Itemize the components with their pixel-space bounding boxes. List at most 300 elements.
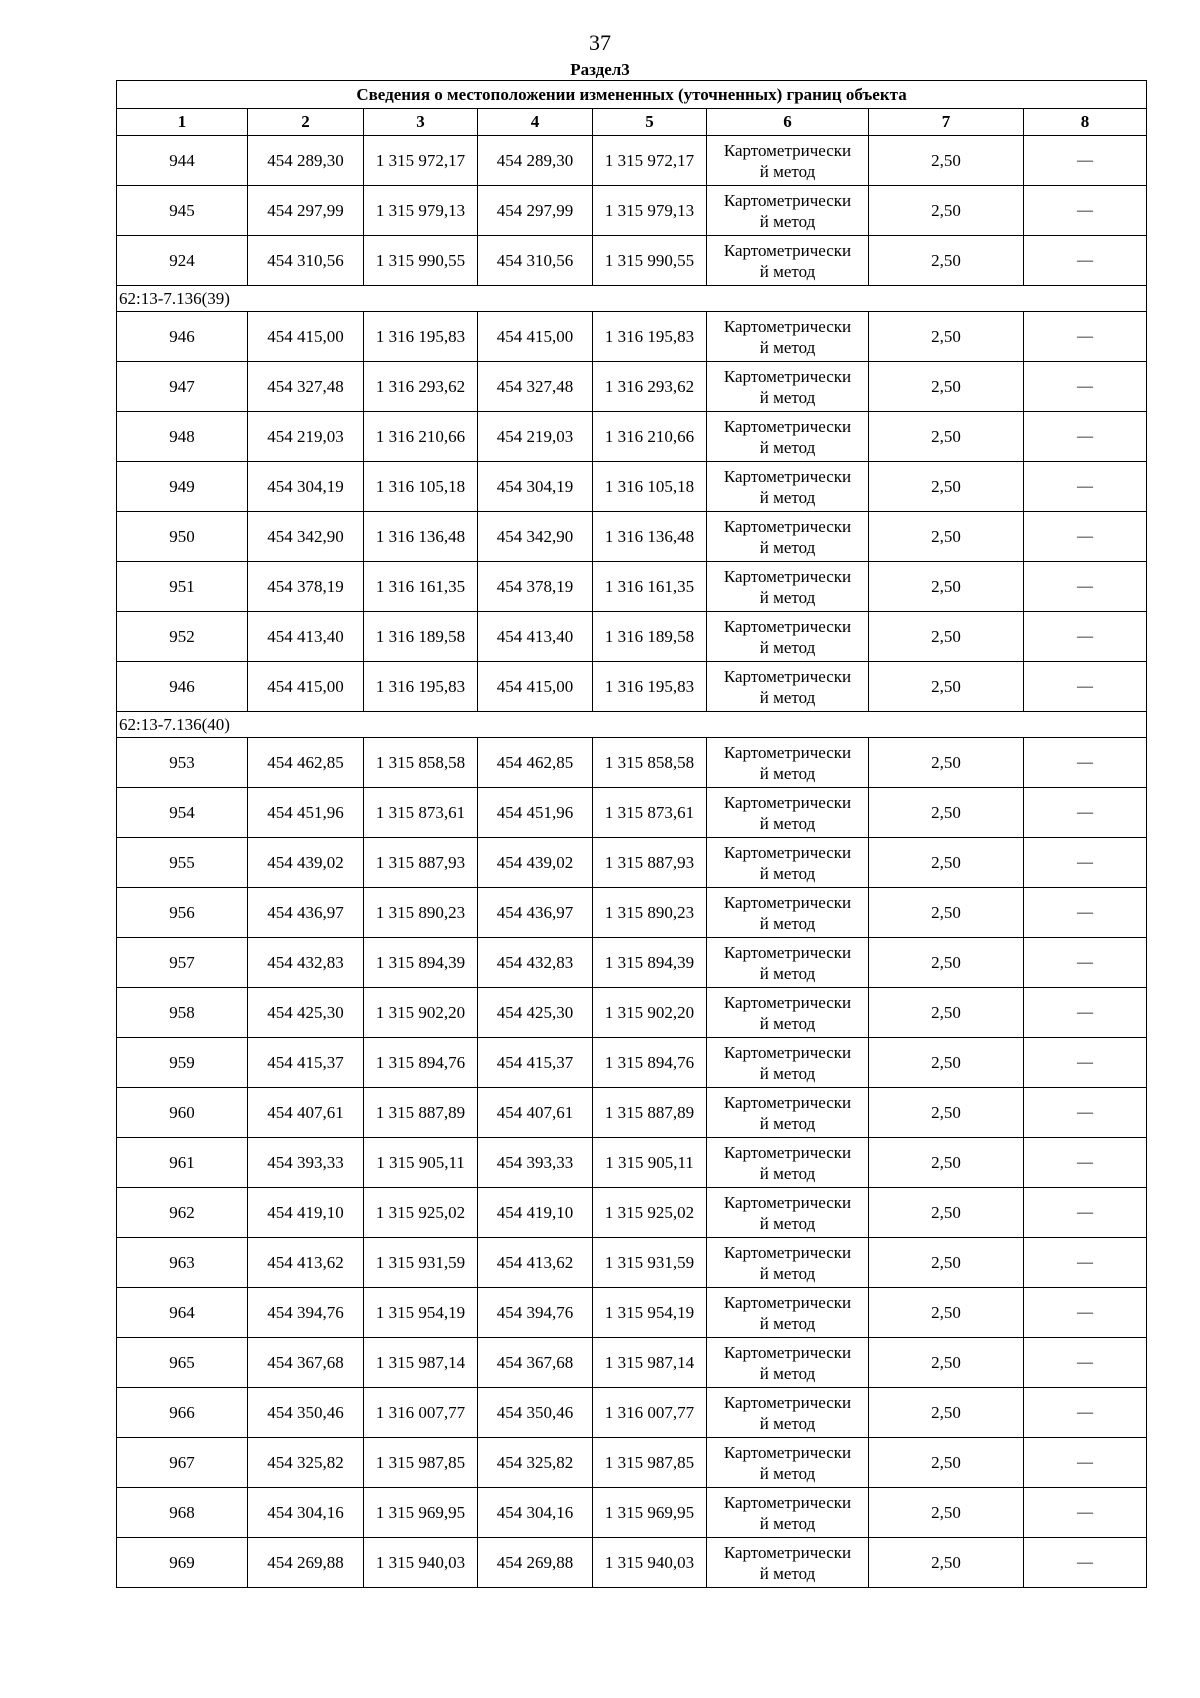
method-text-line1: Картометрически — [723, 1242, 852, 1262]
description-cell: — — [1024, 612, 1147, 662]
table-row — [117, 1188, 1147, 1238]
x-existing-cell: 454 451,96 — [248, 788, 364, 838]
table-row — [117, 562, 1147, 612]
method-text-line1: Картометрически — [723, 1092, 852, 1112]
description-cell: — — [1024, 1088, 1147, 1138]
method-text-line1: Картометрически — [723, 1292, 852, 1312]
point-number-cell: 968 — [117, 1488, 248, 1538]
description-cell: — — [1024, 136, 1147, 186]
x-refined-cell: 454 419,10 — [478, 1188, 593, 1238]
y-existing-cell: 1 315 902,20 — [364, 988, 478, 1038]
accuracy-cell: 2,50 — [869, 136, 1024, 186]
method-text-line1: Картометрически — [723, 140, 852, 160]
y-existing-cell: 1 315 894,76 — [364, 1038, 478, 1088]
accuracy-cell: 2,50 — [869, 788, 1024, 838]
y-refined-cell: 1 316 007,77 — [593, 1388, 707, 1438]
method-cell — [707, 1438, 869, 1488]
description-cell: — — [1024, 738, 1147, 788]
table-body — [117, 136, 1147, 1588]
accuracy-cell: 2,50 — [869, 988, 1024, 1038]
point-number-cell: 945 — [117, 186, 248, 236]
method-text-line2: й метод — [759, 1313, 816, 1333]
cadastral-group-label: 62:13-7.136(39) — [117, 286, 1147, 312]
table-row — [117, 1438, 1147, 1488]
point-number-cell: 967 — [117, 1438, 248, 1488]
column-header: 1 — [117, 109, 248, 136]
point-number-cell: 958 — [117, 988, 248, 1038]
method-text-line2: й метод — [759, 1163, 816, 1183]
method-cell — [707, 1288, 869, 1338]
accuracy-cell: 2,50 — [869, 412, 1024, 462]
table-row — [117, 186, 1147, 236]
y-existing-cell: 1 315 972,17 — [364, 136, 478, 186]
x-existing-cell: 454 325,82 — [248, 1438, 364, 1488]
method-cell — [707, 1338, 869, 1388]
section-title: Раздел3 — [570, 60, 630, 79]
table-row — [117, 1538, 1147, 1588]
point-number-cell: 955 — [117, 838, 248, 888]
point-number-cell: 946 — [117, 312, 248, 362]
method-text-line1: Картометрически — [723, 1392, 852, 1412]
table-row — [117, 412, 1147, 462]
method-cell — [707, 612, 869, 662]
description-cell: — — [1024, 1438, 1147, 1488]
y-refined-cell: 1 315 972,17 — [593, 136, 707, 186]
y-existing-cell: 1 315 954,19 — [364, 1288, 478, 1338]
x-existing-cell: 454 462,85 — [248, 738, 364, 788]
x-existing-cell: 454 432,83 — [248, 938, 364, 988]
accuracy-cell: 2,50 — [869, 738, 1024, 788]
method-cell — [707, 136, 869, 186]
y-existing-cell: 1 316 136,48 — [364, 512, 478, 562]
description-cell: — — [1024, 788, 1147, 838]
method-text-line2: й метод — [759, 1563, 816, 1583]
table-row — [117, 1238, 1147, 1288]
point-number-cell: 956 — [117, 888, 248, 938]
x-refined-cell: 454 367,68 — [478, 1338, 593, 1388]
method-text-line2: й метод — [759, 1013, 816, 1033]
description-cell: — — [1024, 236, 1147, 286]
x-existing-cell: 454 415,00 — [248, 662, 364, 712]
y-existing-cell: 1 315 987,14 — [364, 1338, 478, 1388]
method-text-line2: й метод — [759, 487, 816, 507]
accuracy-cell: 2,50 — [869, 1138, 1024, 1188]
description-cell: — — [1024, 1388, 1147, 1438]
table-row — [117, 136, 1147, 186]
x-refined-cell: 454 394,76 — [478, 1288, 593, 1338]
table-row — [117, 1388, 1147, 1438]
method-text-line1: Картометрически — [723, 742, 852, 762]
method-text-line2: й метод — [759, 1113, 816, 1133]
method-text-line1: Картометрически — [723, 1192, 852, 1212]
y-refined-cell: 1 315 894,39 — [593, 938, 707, 988]
method-text-line2: й метод — [759, 1063, 816, 1083]
x-refined-cell: 454 304,19 — [478, 462, 593, 512]
y-refined-cell: 1 315 990,55 — [593, 236, 707, 286]
y-existing-cell: 1 316 007,77 — [364, 1388, 478, 1438]
y-refined-cell: 1 315 902,20 — [593, 988, 707, 1038]
point-number-cell: 957 — [117, 938, 248, 988]
accuracy-cell: 2,50 — [869, 612, 1024, 662]
y-existing-cell: 1 315 925,02 — [364, 1188, 478, 1238]
point-number-cell: 969 — [117, 1538, 248, 1588]
point-number-cell: 952 — [117, 612, 248, 662]
accuracy-cell: 2,50 — [869, 462, 1024, 512]
x-existing-cell: 454 378,19 — [248, 562, 364, 612]
x-existing-cell: 454 304,19 — [248, 462, 364, 512]
description-cell: — — [1024, 1338, 1147, 1388]
accuracy-cell: 2,50 — [869, 1238, 1024, 1288]
method-cell — [707, 988, 869, 1038]
point-number-cell: 961 — [117, 1138, 248, 1188]
description-cell: — — [1024, 1488, 1147, 1538]
y-refined-cell: 1 315 894,76 — [593, 1038, 707, 1088]
coordinates-table — [116, 80, 1147, 1588]
accuracy-cell: 2,50 — [869, 888, 1024, 938]
table-row — [117, 612, 1147, 662]
method-text-line2: й метод — [759, 1263, 816, 1283]
accuracy-cell: 2,50 — [869, 1388, 1024, 1438]
x-existing-cell: 454 415,37 — [248, 1038, 364, 1088]
method-text-line2: й метод — [759, 1463, 816, 1483]
x-refined-cell: 454 415,00 — [478, 662, 593, 712]
x-existing-cell: 454 436,97 — [248, 888, 364, 938]
method-cell — [707, 1238, 869, 1288]
column-header: 4 — [478, 109, 593, 136]
y-existing-cell: 1 315 894,39 — [364, 938, 478, 988]
y-existing-cell: 1 316 189,58 — [364, 612, 478, 662]
method-cell — [707, 562, 869, 612]
method-text-line1: Картометрически — [723, 1142, 852, 1162]
x-refined-cell: 454 413,40 — [478, 612, 593, 662]
method-text-line2: й метод — [759, 211, 816, 231]
y-refined-cell: 1 315 954,19 — [593, 1288, 707, 1338]
table-row — [117, 1488, 1147, 1538]
method-cell — [707, 662, 869, 712]
method-text-line1: Картометрически — [723, 1492, 852, 1512]
y-refined-cell: 1 315 925,02 — [593, 1188, 707, 1238]
x-refined-cell: 454 451,96 — [478, 788, 593, 838]
x-existing-cell: 454 310,56 — [248, 236, 364, 286]
accuracy-cell: 2,50 — [869, 312, 1024, 362]
x-existing-cell: 454 415,00 — [248, 312, 364, 362]
method-text-line2: й метод — [759, 863, 816, 883]
description-cell: — — [1024, 1138, 1147, 1188]
point-number-cell: 960 — [117, 1088, 248, 1138]
point-number-cell: 948 — [117, 412, 248, 462]
y-existing-cell: 1 315 873,61 — [364, 788, 478, 838]
y-existing-cell: 1 316 195,83 — [364, 312, 478, 362]
point-number-cell: 959 — [117, 1038, 248, 1088]
y-refined-cell: 1 315 887,93 — [593, 838, 707, 888]
x-existing-cell: 454 297,99 — [248, 186, 364, 236]
method-text-line1: Картометрически — [723, 240, 852, 260]
x-refined-cell: 454 393,33 — [478, 1138, 593, 1188]
point-number-cell: 965 — [117, 1338, 248, 1388]
y-refined-cell: 1 316 161,35 — [593, 562, 707, 612]
method-text-line1: Картометрически — [723, 566, 852, 586]
x-refined-cell: 454 289,30 — [478, 136, 593, 186]
column-header: 3 — [364, 109, 478, 136]
method-cell — [707, 412, 869, 462]
method-text-line2: й метод — [759, 1513, 816, 1533]
table-row — [117, 1338, 1147, 1388]
description-cell: — — [1024, 562, 1147, 612]
y-existing-cell: 1 315 887,89 — [364, 1088, 478, 1138]
method-text-line2: й метод — [759, 687, 816, 707]
method-text-line1: Картометрически — [723, 666, 852, 686]
description-cell: — — [1024, 1188, 1147, 1238]
method-cell — [707, 838, 869, 888]
table-row — [117, 462, 1147, 512]
y-refined-cell: 1 316 195,83 — [593, 662, 707, 712]
point-number-cell: 954 — [117, 788, 248, 838]
cadastral-group-label: 62:13-7.136(40) — [117, 712, 1147, 738]
description-cell: — — [1024, 938, 1147, 988]
y-existing-cell: 1 316 293,62 — [364, 362, 478, 412]
column-header: 6 — [707, 109, 869, 136]
method-text-line2: й метод — [759, 261, 816, 281]
method-text-line1: Картометрически — [723, 366, 852, 386]
column-header: 5 — [593, 109, 707, 136]
y-existing-cell: 1 315 931,59 — [364, 1238, 478, 1288]
method-cell — [707, 1038, 869, 1088]
method-text-line1: Картометрически — [723, 1342, 852, 1362]
y-refined-cell: 1 316 210,66 — [593, 412, 707, 462]
x-existing-cell: 454 342,90 — [248, 512, 364, 562]
table-row — [117, 938, 1147, 988]
method-cell — [707, 738, 869, 788]
method-text-line2: й метод — [759, 161, 816, 181]
y-existing-cell: 1 316 210,66 — [364, 412, 478, 462]
x-refined-cell: 454 350,46 — [478, 1388, 593, 1438]
x-existing-cell: 454 413,62 — [248, 1238, 364, 1288]
y-refined-cell: 1 316 136,48 — [593, 512, 707, 562]
y-refined-cell: 1 315 873,61 — [593, 788, 707, 838]
y-refined-cell: 1 315 987,14 — [593, 1338, 707, 1388]
description-cell: — — [1024, 362, 1147, 412]
point-number-cell: 924 — [117, 236, 248, 286]
method-text-line2: й метод — [759, 963, 816, 983]
point-number-cell: 947 — [117, 362, 248, 412]
accuracy-cell: 2,50 — [869, 1538, 1024, 1588]
accuracy-cell: 2,50 — [869, 236, 1024, 286]
page-number: 37 — [589, 30, 611, 55]
method-cell — [707, 1538, 869, 1588]
x-refined-cell: 454 327,48 — [478, 362, 593, 412]
method-text-line2: й метод — [759, 537, 816, 557]
x-refined-cell: 454 413,62 — [478, 1238, 593, 1288]
table-title: Сведения о местоположении измененных (уточненных) границ объекта — [117, 81, 1147, 109]
point-number-cell: 949 — [117, 462, 248, 512]
accuracy-cell: 2,50 — [869, 186, 1024, 236]
method-cell — [707, 938, 869, 988]
method-text-line2: й метод — [759, 913, 816, 933]
point-number-cell: 950 — [117, 512, 248, 562]
description-cell: — — [1024, 512, 1147, 562]
table-row — [117, 888, 1147, 938]
point-number-cell: 963 — [117, 1238, 248, 1288]
x-existing-cell: 454 425,30 — [248, 988, 364, 1038]
method-text-line1: Картометрически — [723, 842, 852, 862]
accuracy-cell: 2,50 — [869, 1488, 1024, 1538]
x-refined-cell: 454 432,83 — [478, 938, 593, 988]
accuracy-cell: 2,50 — [869, 1288, 1024, 1338]
method-cell — [707, 236, 869, 286]
x-existing-cell: 454 407,61 — [248, 1088, 364, 1138]
method-cell — [707, 512, 869, 562]
method-text-line2: й метод — [759, 763, 816, 783]
accuracy-cell: 2,50 — [869, 362, 1024, 412]
table-row — [117, 1038, 1147, 1088]
y-existing-cell: 1 316 161,35 — [364, 562, 478, 612]
method-text-line2: й метод — [759, 337, 816, 357]
x-existing-cell: 454 393,33 — [248, 1138, 364, 1188]
table-row — [117, 1088, 1147, 1138]
table-row — [117, 788, 1147, 838]
method-text-line1: Картометрически — [723, 416, 852, 436]
method-text-line2: й метод — [759, 813, 816, 833]
y-existing-cell: 1 315 940,03 — [364, 1538, 478, 1588]
group-label-row — [117, 712, 1147, 738]
x-refined-cell: 454 310,56 — [478, 236, 593, 286]
x-existing-cell: 454 367,68 — [248, 1338, 364, 1388]
table-row — [117, 662, 1147, 712]
description-cell: — — [1024, 412, 1147, 462]
y-existing-cell: 1 315 990,55 — [364, 236, 478, 286]
table-row — [117, 988, 1147, 1038]
x-existing-cell: 454 219,03 — [248, 412, 364, 462]
method-text-line1: Картометрически — [723, 992, 852, 1012]
x-refined-cell: 454 439,02 — [478, 838, 593, 888]
x-existing-cell: 454 289,30 — [248, 136, 364, 186]
x-refined-cell: 454 297,99 — [478, 186, 593, 236]
column-header: 8 — [1024, 109, 1147, 136]
x-existing-cell: 454 419,10 — [248, 1188, 364, 1238]
method-text-line1: Картометрически — [723, 466, 852, 486]
table-row — [117, 236, 1147, 286]
y-existing-cell: 1 315 969,95 — [364, 1488, 478, 1538]
x-refined-cell: 454 425,30 — [478, 988, 593, 1038]
method-text-line2: й метод — [759, 437, 816, 457]
x-existing-cell: 454 350,46 — [248, 1388, 364, 1438]
table-row — [117, 838, 1147, 888]
x-refined-cell: 454 304,16 — [478, 1488, 593, 1538]
table-row — [117, 362, 1147, 412]
point-number-cell: 944 — [117, 136, 248, 186]
point-number-cell: 964 — [117, 1288, 248, 1338]
y-existing-cell: 1 315 987,85 — [364, 1438, 478, 1488]
x-existing-cell: 454 327,48 — [248, 362, 364, 412]
x-refined-cell: 454 415,37 — [478, 1038, 593, 1088]
y-existing-cell: 1 315 887,93 — [364, 838, 478, 888]
column-number-row — [117, 109, 1147, 136]
y-existing-cell: 1 315 858,58 — [364, 738, 478, 788]
table-row — [117, 1288, 1147, 1338]
description-cell: — — [1024, 312, 1147, 362]
column-header: 7 — [869, 109, 1024, 136]
method-cell — [707, 1138, 869, 1188]
method-text-line1: Картометрически — [723, 316, 852, 336]
method-text-line1: Картометрически — [723, 942, 852, 962]
x-refined-cell: 454 415,00 — [478, 312, 593, 362]
method-cell — [707, 788, 869, 838]
x-existing-cell: 454 394,76 — [248, 1288, 364, 1338]
description-cell: — — [1024, 1238, 1147, 1288]
method-cell — [707, 312, 869, 362]
method-text-line2: й метод — [759, 1213, 816, 1233]
y-existing-cell: 1 315 979,13 — [364, 186, 478, 236]
description-cell: — — [1024, 888, 1147, 938]
description-cell: — — [1024, 662, 1147, 712]
method-text-line1: Картометрически — [723, 1542, 852, 1562]
accuracy-cell: 2,50 — [869, 838, 1024, 888]
accuracy-cell: 2,50 — [869, 512, 1024, 562]
description-cell: — — [1024, 1538, 1147, 1588]
description-cell: — — [1024, 1288, 1147, 1338]
method-text-line1: Картометрически — [723, 1042, 852, 1062]
accuracy-cell: 2,50 — [869, 1438, 1024, 1488]
method-text-line1: Картометрически — [723, 1442, 852, 1462]
description-cell: — — [1024, 988, 1147, 1038]
x-refined-cell: 454 342,90 — [478, 512, 593, 562]
column-header: 2 — [248, 109, 364, 136]
x-refined-cell: 454 407,61 — [478, 1088, 593, 1138]
description-cell: — — [1024, 1038, 1147, 1088]
accuracy-cell: 2,50 — [869, 1038, 1024, 1088]
method-text-line1: Картометрически — [723, 616, 852, 636]
y-refined-cell: 1 316 189,58 — [593, 612, 707, 662]
y-refined-cell: 1 315 887,89 — [593, 1088, 707, 1138]
x-refined-cell: 454 269,88 — [478, 1538, 593, 1588]
x-existing-cell: 454 304,16 — [248, 1488, 364, 1538]
accuracy-cell: 2,50 — [869, 562, 1024, 612]
point-number-cell: 962 — [117, 1188, 248, 1238]
x-existing-cell: 454 413,40 — [248, 612, 364, 662]
description-cell: — — [1024, 462, 1147, 512]
table-row — [117, 512, 1147, 562]
point-number-cell: 951 — [117, 562, 248, 612]
point-number-cell: 966 — [117, 1388, 248, 1438]
accuracy-cell: 2,50 — [869, 1338, 1024, 1388]
method-cell — [707, 1188, 869, 1238]
x-refined-cell: 454 436,97 — [478, 888, 593, 938]
method-cell — [707, 362, 869, 412]
method-text-line2: й метод — [759, 587, 816, 607]
point-number-cell: 953 — [117, 738, 248, 788]
y-refined-cell: 1 315 940,03 — [593, 1538, 707, 1588]
method-cell — [707, 186, 869, 236]
y-existing-cell: 1 316 195,83 — [364, 662, 478, 712]
y-refined-cell: 1 315 905,11 — [593, 1138, 707, 1188]
method-cell — [707, 1388, 869, 1438]
table-row — [117, 738, 1147, 788]
method-text-line1: Картометрически — [723, 190, 852, 210]
method-cell — [707, 462, 869, 512]
method-text-line1: Картометрически — [723, 892, 852, 912]
description-cell: — — [1024, 838, 1147, 888]
y-refined-cell: 1 315 931,59 — [593, 1238, 707, 1288]
accuracy-cell: 2,50 — [869, 1088, 1024, 1138]
accuracy-cell: 2,50 — [869, 662, 1024, 712]
y-existing-cell: 1 315 905,11 — [364, 1138, 478, 1188]
y-refined-cell: 1 316 105,18 — [593, 462, 707, 512]
y-refined-cell: 1 315 890,23 — [593, 888, 707, 938]
method-cell — [707, 888, 869, 938]
y-existing-cell: 1 316 105,18 — [364, 462, 478, 512]
x-refined-cell: 454 378,19 — [478, 562, 593, 612]
method-text-line2: й метод — [759, 637, 816, 657]
